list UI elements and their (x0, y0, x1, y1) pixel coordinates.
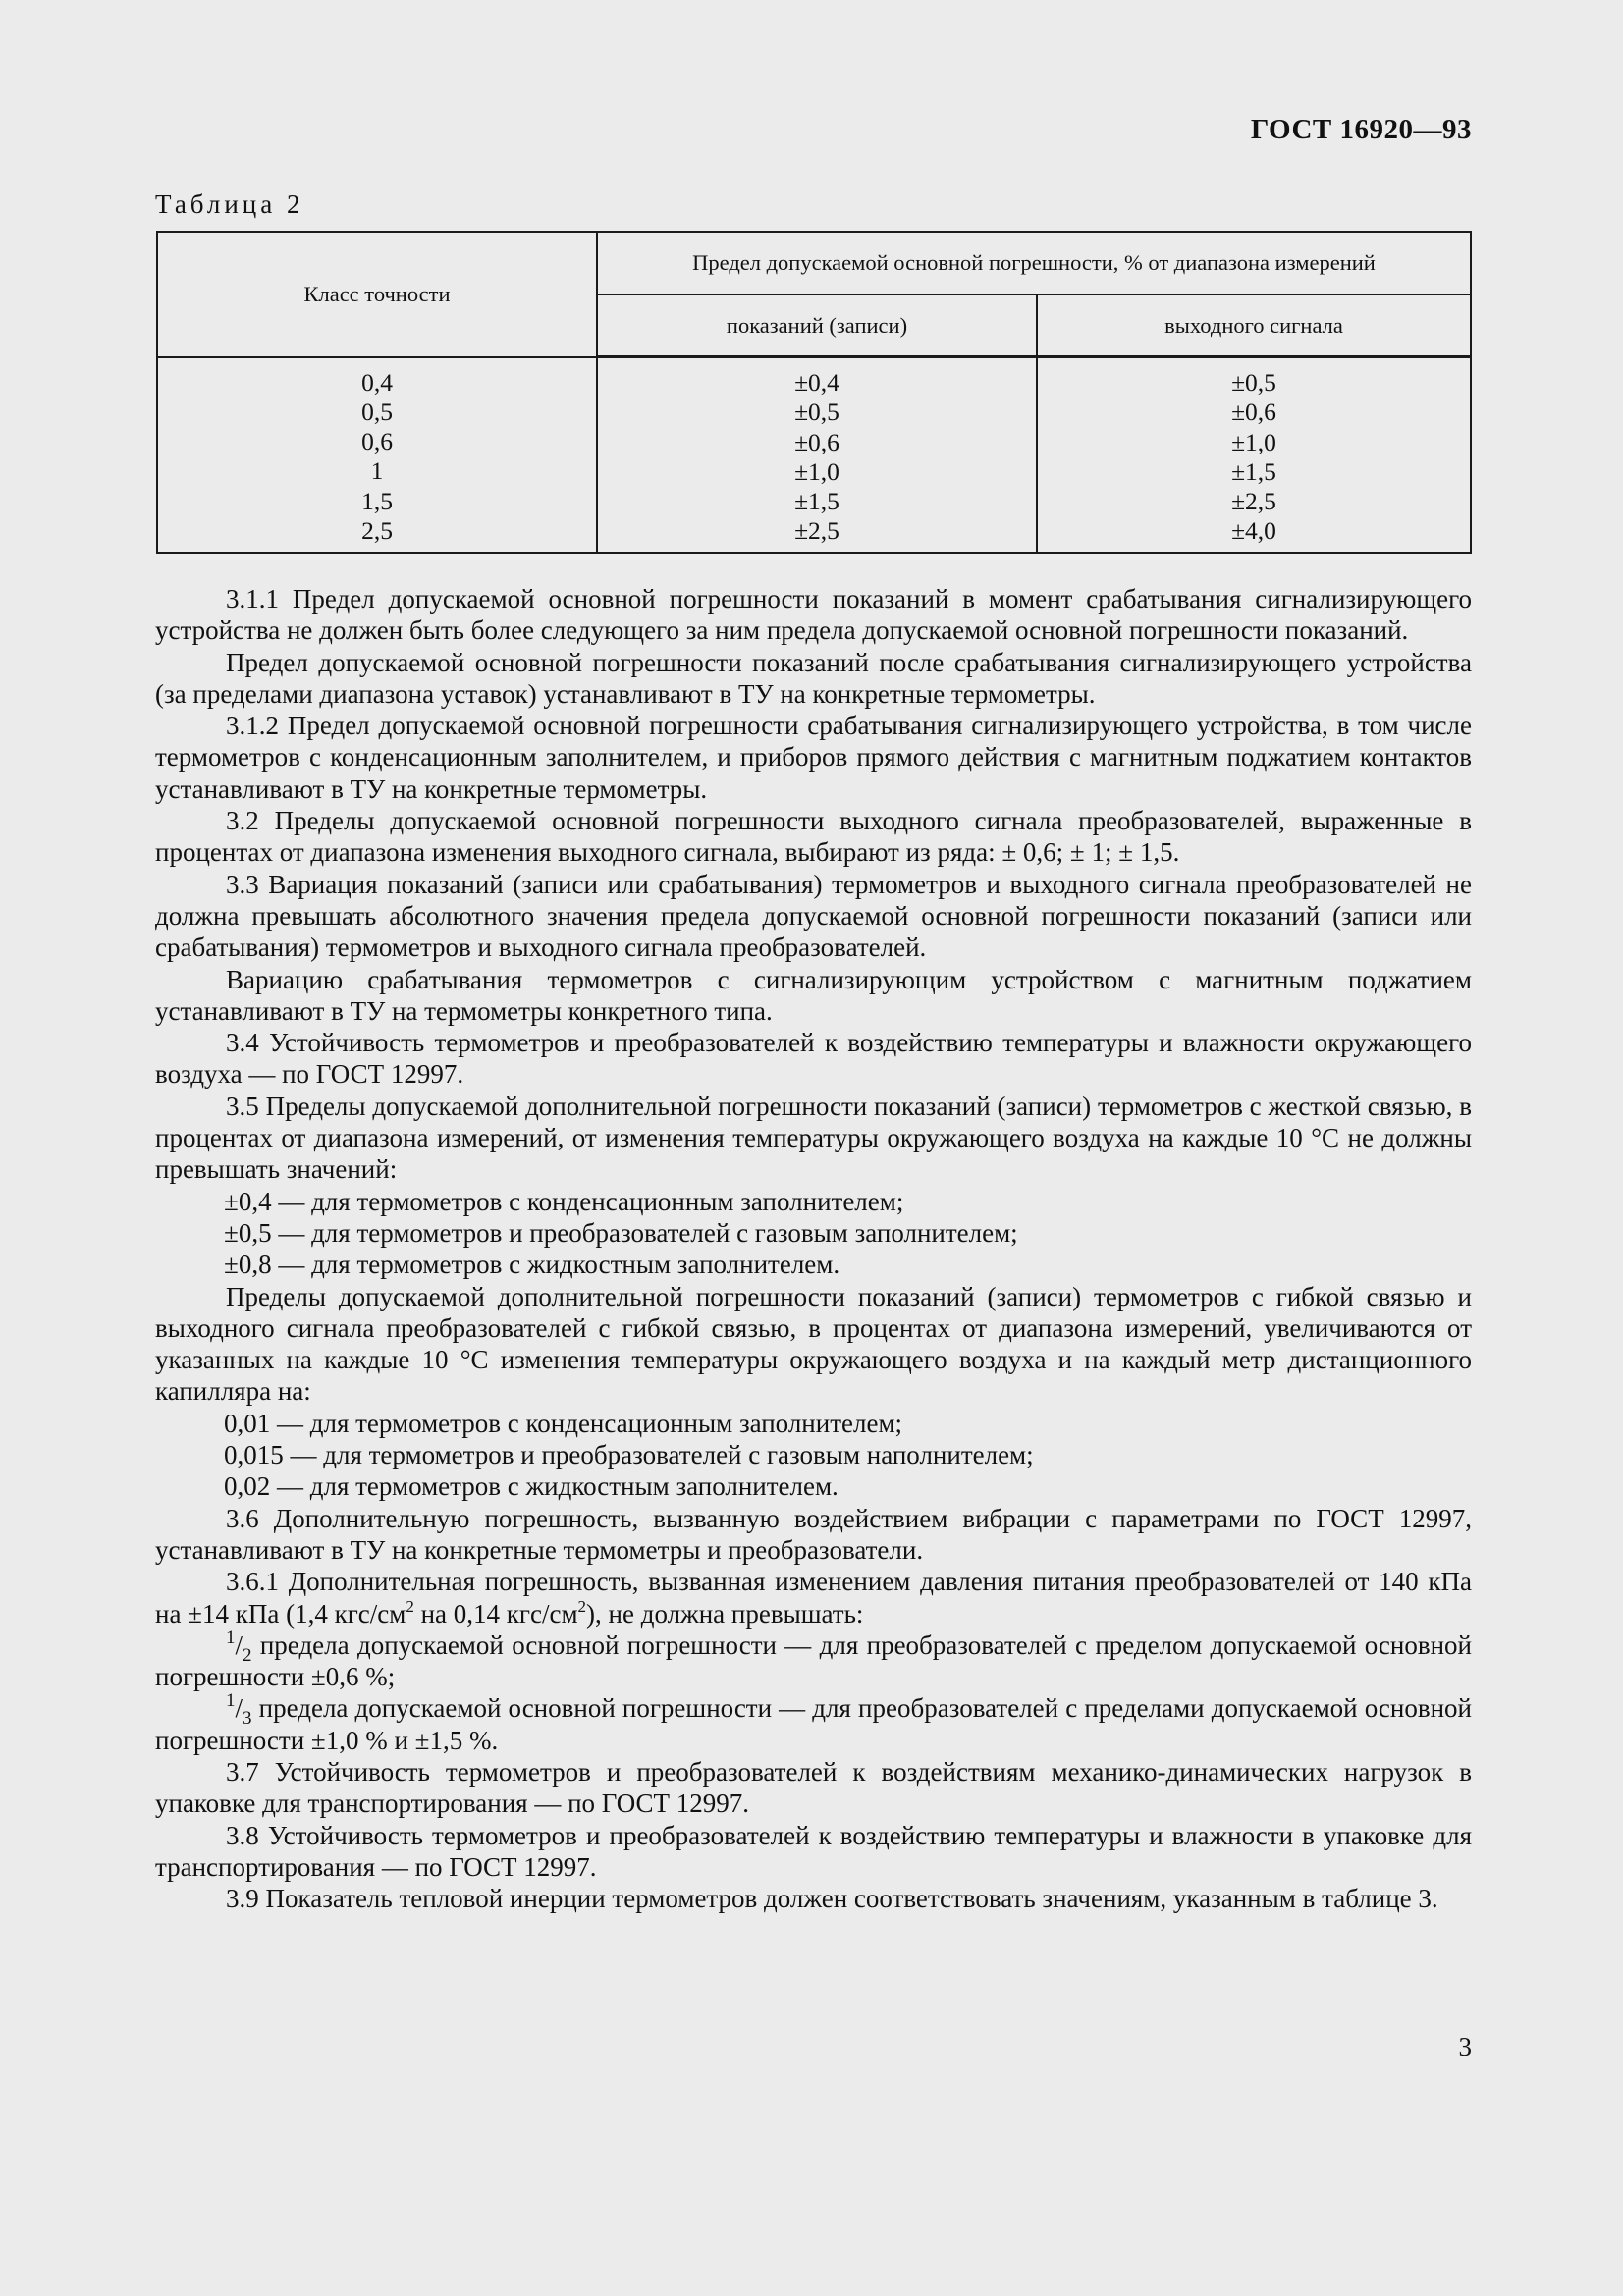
header-output-signal: выходного сигнала (1037, 294, 1471, 357)
table-cell: ±1,0 (794, 456, 839, 486)
text-span: предела допускаемой основной погрешности — для преобразователей с пределами допускаемой основной погрешности ±1,0 % и ±1,5 %. (155, 1693, 1472, 1755)
accuracy-class-table (156, 231, 1472, 554)
table-cell: ±0,6 (1231, 398, 1276, 427)
table-cell: ±0,5 (1231, 368, 1276, 397)
paragraph-3-7: 3.7 Устойчивость термометров и преобразователей к воздействиям механико-динамических нагрузок в упаковке для транспортирования — по ГОСТ 12997. (155, 1756, 1472, 1819)
table-cell: 1 (370, 456, 384, 486)
table-caption: Таблица 2 (155, 189, 304, 219)
readings-column (597, 357, 1037, 553)
fraction-denominator: 2 (243, 1644, 252, 1666)
table-cell: ±2,5 (1231, 487, 1276, 516)
list-item: 0,01 — для термометров с конденсационным заполнителем; (224, 1408, 903, 1438)
table-cell: 0,4 (361, 367, 393, 397)
paragraph-3-6: 3.6 Дополнительную погрешность, вызванную воздействием вибрации с параметрами по ГОСТ 12997, устанавливают в ТУ на конкретные термометры и преобразователи. (155, 1503, 1472, 1565)
header-readings: показаний (записи) (597, 294, 1037, 357)
fraction-numerator: 1 (226, 1690, 236, 1712)
list-item: 0,02 — для термометров с жидкостным заполнителем. (224, 1471, 839, 1502)
paragraph-3-8: 3.8 Устойчивость термометров и преобразователей к воздействию температуры и влажности в упаковке для транспортирования — по ГОСТ 12997. (155, 1820, 1472, 1882)
paragraph-3-1-1: 3.1.1 Предел допускаемой основной погрешности показаний в момент срабатывания сигнализирующего устройства не должен быть более следующего за ним предела допускаемой основной погрешности показаний. (155, 584, 1472, 646)
header-accuracy-class: Класс точности (157, 232, 597, 357)
paragraph-3-9: 3.9 Показатель тепловой инерции термометров должен соответствовать значениям, указанным в таблице 3. (226, 1884, 1438, 1914)
text-span: ), не должна превышать: (586, 1598, 864, 1629)
table-cell: ±0,4 (794, 368, 839, 397)
document-code: ГОСТ 16920—93 (1250, 114, 1472, 145)
table-cell: ±1,0 (1231, 427, 1276, 456)
text-span: 3.6.1 Дополнительная погрешность, вызванная изменением давления питания преобразователей от 140 кПа на ±14 кПа (1,4 кгс/см (155, 1567, 1472, 1629)
paragraph-3-1-2: 3.1.2 Предел допускаемой основной погрешности срабатывания сигнализирующего устройства, в том числе термометров с конденсационным заполнителем, и приборов прямого действия с магнитным поджатием контактов устанавливают в ТУ на конкретные термометры. (155, 711, 1472, 804)
superscript: 2 (577, 1596, 587, 1616)
table-cell: ±0,6 (794, 427, 839, 456)
superscript: 2 (406, 1596, 414, 1616)
accuracy-class-column (157, 357, 597, 553)
header-error-limit-group: Предел допускаемой основной погрешности, % от диапазона измерений (597, 232, 1471, 294)
table-cell: 0,6 (361, 427, 393, 456)
fraction-numerator: 1 (226, 1627, 236, 1648)
table-cell: ±1,5 (1231, 456, 1276, 486)
table-cell: 2,5 (361, 515, 393, 545)
paragraph: Пределы допускаемой дополнительной погрешности показаний (записи) термометров с гибкой связью и выходного сигнала преобразователей с гибкой связью, в процентах от диапазона измерений, увеличиваются от указанных на каждые 10 °С изменения температуры окружающего воздуха и на каждый метр дистанционного капилляра на: (155, 1281, 1472, 1407)
paragraph-fraction-third: $^1/_3$ предела допускаемой основной погрешности — для преобразователей с пределами допускаемой основной погрешности ±1,0 % и ±1,5 %. (155, 1690, 1472, 1755)
table-cell: ±4,0 (1231, 516, 1276, 546)
paragraph-3-2: 3.2 Пределы допускаемой основной погрешности выходного сигнала преобразователей, выраженные в процентах от диапазона изменения выходного сигнала, выбирают из ряда: ± 0,6; ± 1; ± 1,5. (155, 806, 1472, 868)
paragraph-fraction-half: $^1/_2$ предела допускаемой основной погрешности — для преобразователей с пределом допускаемой основной погрешности ±0,6 %; (155, 1627, 1472, 1692)
table-cell: 0,5 (361, 397, 393, 426)
table-cell: ±2,5 (794, 516, 839, 546)
paragraph-3-6-1 (155, 1566, 1472, 1629)
text-span: предела допускаемой основной погрешности — для преобразователей с пределом допускаемой основной погрешности ±0,6 %; (155, 1629, 1472, 1692)
table-cell: ±0,5 (794, 398, 839, 427)
list-item: ±0,5 — для термометров и преобразователей с газовым заполнителем; (224, 1217, 1018, 1248)
paragraph-3-5: 3.5 Пределы допускаемой дополнительной погрешности показаний (записи) термометров с жесткой связью, в процентах от диапазона измерений, от изменения температуры окружающего воздуха на каждые 10 °С не должны превышать значений: (155, 1091, 1472, 1185)
list-item: ±0,4 — для термометров с конденсационным заполнителем; (224, 1186, 904, 1216)
paragraph: Вариацию срабатывания термометров с сигнализирующим устройством с магнитным поджатием устанавливают в ТУ на термометры конкретного типа. (155, 964, 1472, 1026)
table-cell: 1,5 (361, 486, 393, 515)
paragraph-3-3: 3.3 Вариация показаний (записи или срабатывания) термометров и выходного сигнала преобразователей не должна превышать абсолютного значения предела допускаемой основной погрешности показаний (записи или срабатывания) термометров и выходного сигнала преобразователей. (155, 869, 1472, 963)
paragraph: Предел допускаемой основной погрешности показаний после срабатывания сигнализирующего устройства (за пределами диапазона уставок) устанавливают в ТУ на конкретные термометры. (155, 647, 1472, 709)
list-item: ±0,8 — для термометров с жидкостным заполнителем. (224, 1250, 840, 1280)
body-text (155, 583, 1472, 1914)
text-span: на 0,14 кгс/см (413, 1598, 578, 1629)
table-cell: ±1,5 (794, 487, 839, 516)
fraction-denominator: 3 (243, 1708, 252, 1730)
output-signal-column (1037, 357, 1471, 553)
list-item: 0,015 — для термометров и преобразователей с газовым наполнителем; (224, 1440, 1034, 1470)
paragraph-3-4: 3.4 Устойчивость термометров и преобразователей к воздействию температуры и влажности окружающего воздуха — по ГОСТ 12997. (155, 1028, 1472, 1090)
page-number: 3 (1458, 2032, 1472, 2061)
